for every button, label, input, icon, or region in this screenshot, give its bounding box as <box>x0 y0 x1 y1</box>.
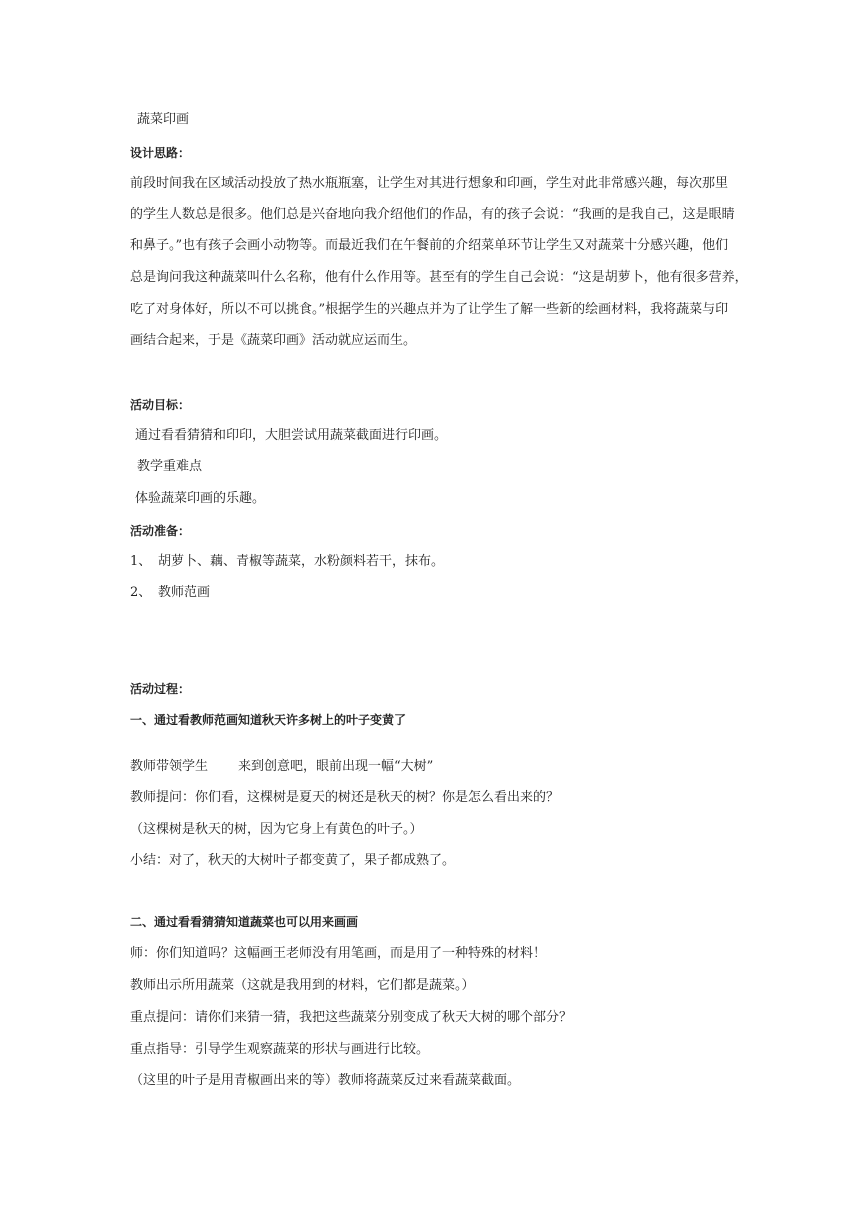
prep-item <box>130 554 444 570</box>
section2-line: 教师出示所用蔬菜（这就是我用到的材料，它们都是蔬菜。） <box>130 978 475 993</box>
section2-heading: 二、通过看看猜猜知道蔬菜也可以用来画画 <box>130 915 359 929</box>
prep-item <box>130 585 210 601</box>
design-heading: 设计思路： <box>130 146 191 160</box>
section2-line: 重点提问：请你们来猜一猜，我把这些蔬菜分别变成了秋天大树的哪个部分？ <box>130 1010 573 1025</box>
design-paragraph-line: 总是询问我这种蔬菜叫什么名称，他有什么作用等。甚至有的学生自己会说：“这是胡萝卜，他有很多营养， <box>130 270 748 285</box>
goal-heading: 活动目标： <box>130 398 191 412</box>
design-paragraph-line: 前段时间我在区域活动投放了热水瓶瓶塞，让学生对其进行想象和印画，学生对此非常感兴趣，每次那里 <box>130 176 729 191</box>
design-paragraph-line: 画结合起来，于是《蔬菜印画》活动就应运而生。 <box>130 333 417 348</box>
design-paragraph-line: 的学生人数总是很多。他们总是兴奋地向我介绍他们的作品，有的孩子会说：“我画的是我自己，这是眼睛 <box>130 207 735 222</box>
design-paragraph-line: 和鼻子。”也有孩子会画小动物等。而最近我们在午餐前的介绍菜单环节让学生又对蔬菜十分感兴趣，他们 <box>130 238 729 253</box>
section1-line: 教师提问：你们看，这棵树是夏天的树还是秋天的树？你是怎么看出来的？ <box>130 790 560 805</box>
process-heading: 活动过程： <box>130 682 191 696</box>
prep-item-number: 1、 <box>130 554 152 569</box>
key-heading: 教学重难点 <box>137 459 203 474</box>
section2-line: （这里的叶子是用青椒画出来的等）教师将蔬菜反过来看蔬菜截面。 <box>130 1073 521 1088</box>
section1-line: （这棵树是秋天的树，因为它身上有黄色的叶子。） <box>130 822 423 837</box>
section1-heading: 一、通过看教师范画知道秋天许多树上的叶子变黄了 <box>130 713 407 727</box>
section1-line <box>130 759 433 775</box>
section1-line-part: 教师带领学生 <box>130 759 209 774</box>
prep-heading: 活动准备： <box>130 524 191 538</box>
prep-item-text: 胡萝卜、藕、青椒等蔬菜，水粉颜料若干，抹布。 <box>158 554 445 569</box>
goal-text: 通过看看猜猜和印印，大胆尝试用蔬菜截面进行印画。 <box>135 428 448 443</box>
section1-line: 小结：对了，秋天的大树叶子都变黄了，果子都成熟了。 <box>130 853 456 868</box>
document-title: 蔬菜印画 <box>137 112 190 127</box>
prep-item-number: 2、 <box>130 585 152 600</box>
design-paragraph-line: 吃了对身体好，所以不可以挑食。”根据学生的兴趣点并为了让学生了解一些新的绘画材料，我将蔬菜与印 <box>130 302 729 317</box>
key-text: 体验蔬菜印画的乐趣。 <box>135 491 266 506</box>
section2-line: 师：你们知道吗？这幅画王老师没有用笔画，而是用了一种特殊的材料！ <box>130 946 547 961</box>
prep-item-text: 教师范画 <box>158 585 211 600</box>
section2-line: 重点指导：引导学生观察蔬菜的形状与画进行比较。 <box>130 1042 430 1057</box>
section1-line-part: 来到创意吧，眼前出现一幅“大树” <box>238 759 434 774</box>
